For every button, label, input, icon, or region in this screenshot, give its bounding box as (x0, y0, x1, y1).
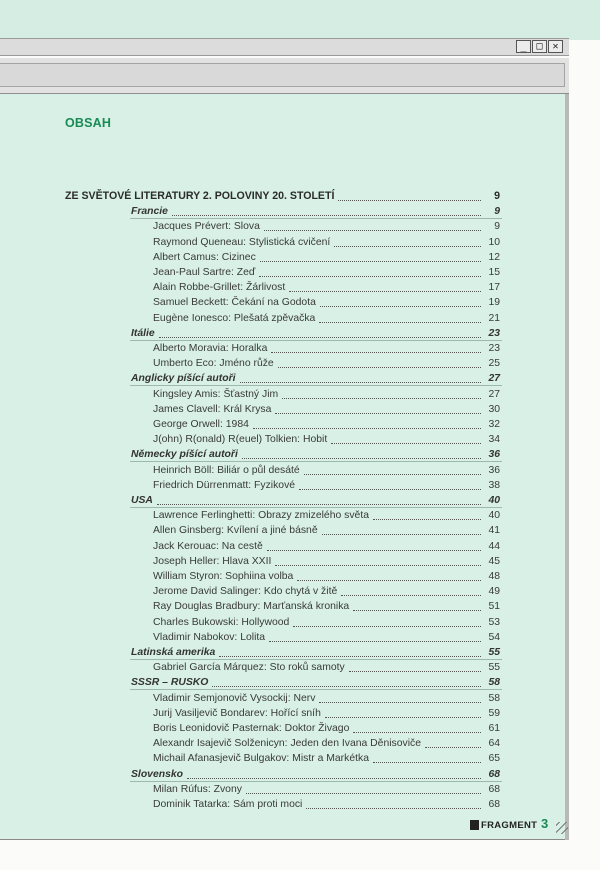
toc-section (131, 766, 500, 781)
toc-entry (153, 553, 500, 568)
toc-entry-page: 54 (488, 631, 500, 643)
dot-leader (322, 526, 481, 535)
toc-entry-title: Albert Camus: Cizinec (153, 251, 256, 263)
dot-leader (353, 724, 481, 733)
toc-entry-page: 65 (488, 753, 500, 765)
toc-entry-page: 36 (488, 449, 500, 461)
toc-entry (153, 598, 500, 613)
toc-entry-title: William Styron: Sophiina volba (153, 571, 294, 582)
dot-leader (325, 709, 481, 718)
dot-leader (159, 329, 481, 338)
toc-entry-page: 40 (488, 495, 500, 506)
toc-entry-title: Vladimir Semjonovič Vysockij: Nerv (153, 692, 316, 704)
dot-leader (278, 359, 481, 368)
toc-entry-page: 32 (488, 419, 500, 430)
toc-entry (153, 416, 500, 431)
toc-entry-page: 48 (488, 571, 500, 582)
dot-leader (425, 739, 481, 748)
dot-leader (306, 800, 481, 809)
toc-entry-title: Vladimir Nabokov: Lolita (153, 631, 266, 643)
toc-entry-page: 38 (488, 479, 500, 491)
dot-leader (299, 481, 481, 490)
toc-entry (153, 340, 500, 355)
toc-entry-page: 51 (488, 601, 500, 613)
dot-leader (246, 785, 481, 794)
toc-entry-title: Samuel Beckett: Čekání na Godota (153, 297, 316, 309)
window-controls (516, 40, 563, 54)
dot-leader (271, 344, 481, 353)
toc-entry-page: 44 (488, 540, 500, 552)
toc-entry-page: 9 (494, 190, 500, 202)
toc-entry-title: J(ohn) R(onald) R(euel) Tolkien: Hobit (153, 434, 328, 446)
toc-entry-page: 17 (488, 282, 500, 294)
toc-section (131, 370, 500, 385)
toc-entry-page: 21 (488, 312, 500, 324)
toc-entry-page: 19 (488, 297, 500, 309)
dot-leader (240, 374, 481, 383)
toc-entry-title: James Clavell: Král Krysa (153, 403, 272, 415)
toc-entry-page: 30 (488, 403, 500, 415)
toc-entry-title: George Orwell: 1984 (153, 419, 249, 430)
dot-leader (187, 770, 481, 779)
toc-section (131, 644, 500, 659)
toc-entry (153, 294, 500, 309)
toc-entry-page: 23 (488, 343, 500, 354)
toc-entry (153, 568, 500, 583)
toc-entry-title: ZE SVĚTOVÉ LITERATURY 2. POLOVINY 20. STOLETÍ (65, 190, 335, 202)
dot-leader (172, 207, 481, 216)
toc-entry-page: 10 (488, 236, 500, 248)
toc-entry-page: 9 (494, 206, 500, 218)
toc-entry-title: Latinská amerika (131, 647, 216, 658)
toc-entry-page: 12 (488, 251, 500, 263)
toc-entry-title: Lawrence Ferlinghetti: Obrazy zmizelého světa (153, 510, 369, 522)
dot-leader (275, 405, 481, 414)
dot-leader (349, 663, 481, 672)
dot-leader (331, 435, 481, 444)
toc-entry (153, 796, 500, 811)
publisher-mark-icon (470, 820, 479, 830)
toc-entry-title: Alain Robbe-Grillet: Žárlivost (153, 282, 286, 294)
page-title: OBSAH (65, 116, 112, 130)
toc-entry-page: 68 (488, 768, 500, 780)
dot-leader (260, 253, 481, 262)
toc-entry-page: 27 (488, 373, 500, 385)
toc-entry-page: 68 (488, 783, 500, 795)
toc-entry (153, 720, 500, 735)
toc-entry (153, 735, 500, 750)
toc-entry (153, 279, 500, 294)
scrollbar[interactable] (565, 94, 569, 840)
maximize-icon[interactable]: □ (532, 40, 547, 53)
toc-entry-title: Anglicky píšící autoři (131, 373, 236, 385)
toc-entry-page: 23 (488, 327, 500, 339)
toc-entry-title: Eugène Ionesco: Plešatá zpěvačka (153, 312, 316, 324)
toc-entry-title: Jurij Vasiljevič Bondarev: Hořící sníh (153, 707, 321, 719)
dot-leader (319, 694, 481, 703)
toc-entry (153, 781, 500, 796)
toc-entry (153, 264, 500, 279)
toc-section (131, 674, 500, 689)
dot-leader (267, 542, 481, 551)
toc-entry (153, 522, 500, 537)
resize-grip-icon[interactable] (556, 822, 568, 834)
dot-leader (320, 298, 481, 307)
toc-part-heading (65, 188, 500, 203)
toc-section (131, 325, 500, 340)
toc-section (131, 203, 500, 218)
toc-entry-page: 34 (488, 434, 500, 446)
toc-entry (153, 538, 500, 553)
toc-entry-page: 41 (488, 525, 500, 537)
toc-entry-title: Alexandr Isajevič Solženicyn: Jeden den Ivana Děnisoviče (153, 738, 422, 750)
toc-entry-page: 9 (494, 221, 500, 233)
dot-leader (259, 268, 481, 277)
dot-leader (282, 390, 481, 399)
window-title-bar (0, 0, 600, 40)
toc-entry-title: Joseph Heller: Hlava XXII (153, 555, 272, 567)
toc-entry-title: Kingsley Amis: Šťastný Jim (153, 388, 279, 400)
dot-leader (212, 678, 481, 687)
dot-leader (304, 466, 481, 475)
close-icon[interactable]: ✕ (548, 40, 563, 53)
toc-entry-page: 55 (488, 662, 500, 674)
toc-entry-page: 61 (488, 723, 500, 734)
toc-entry-title: Jack Kerouac: Na cestě (153, 540, 263, 552)
toolbar (0, 58, 569, 94)
toc-entry-page: 36 (488, 464, 500, 476)
toc-entry (153, 614, 500, 629)
dot-leader (289, 283, 481, 292)
toc-entry-title: Francie (131, 206, 168, 218)
toc-entry-page: 15 (488, 267, 500, 278)
minimize-icon[interactable]: _ (516, 40, 531, 53)
toc-entry-title: Jerome David Salinger: Kdo chytá v žitě (153, 586, 338, 598)
toc-entry (153, 462, 500, 477)
toc-entry (153, 310, 500, 325)
window-caption-strip (0, 38, 569, 56)
toc-entry-title: Michail Afanasjevič Bulgakov: Mistr a Markétka (153, 753, 369, 765)
toc-entry (153, 355, 500, 370)
toc-entry-page: 55 (488, 647, 500, 658)
toc-entry-title: Raymond Queneau: Stylistická cvičení (153, 236, 331, 248)
dot-leader (157, 496, 481, 505)
toc-entry (153, 629, 500, 644)
toc-entry (153, 401, 500, 416)
toc-entry (153, 249, 500, 264)
toc-entry (153, 386, 500, 401)
toc-entry-title: Dominik Tatarka: Sám proti moci (153, 799, 303, 810)
toc-entry-page: 49 (488, 586, 500, 598)
toc-entry (153, 431, 500, 446)
toc-entry (153, 705, 500, 720)
toc-entry-page: 53 (488, 616, 500, 628)
toc-section (131, 446, 500, 461)
toc-entry-title: Jean-Paul Sartre: Zeď (153, 267, 256, 278)
address-field[interactable] (0, 63, 565, 87)
toc-entry (153, 477, 500, 492)
toc-entry (153, 690, 500, 705)
toc-entry-page: 25 (488, 358, 500, 370)
toc-entry-title: USA (131, 495, 153, 506)
publisher-name: FRAGMENT (481, 819, 538, 831)
toc-entry-page: 59 (488, 707, 500, 719)
toc-entry-title: Allen Ginsberg: Kvílení a jiné básně (153, 525, 318, 537)
page-number: 3 (541, 816, 549, 831)
toc-entry-page: 58 (488, 692, 500, 704)
dot-leader (275, 557, 481, 566)
toc-entry (153, 659, 500, 674)
toc-entry-title: Německy píšící autoři (131, 449, 238, 461)
dot-leader (373, 754, 481, 763)
dot-leader (253, 420, 481, 429)
toc-entry (153, 507, 500, 522)
toc-entry-title: Friedrich Dürrenmatt: Fyzikové (153, 479, 296, 491)
toc-entry-page: 58 (488, 677, 500, 689)
toc-entry-title: Itálie (131, 327, 155, 339)
publisher-logo (470, 819, 537, 831)
dot-leader (341, 587, 481, 596)
toc-entry-title: Charles Bukowski: Hollywood (153, 616, 290, 628)
toc-entry-title: Milan Rúfus: Zvony (153, 783, 242, 795)
table-of-contents-page (0, 94, 565, 840)
dot-leader (269, 633, 481, 642)
toc-entry-page: 68 (488, 799, 500, 810)
toc-entry (153, 234, 500, 249)
toc-entry-title: Ray Douglas Bradbury: Marťanská kronika (153, 601, 350, 613)
toc-entry-title: Slovensko (131, 768, 183, 780)
toc-entry-title: SSSR – RUSKO (131, 677, 209, 689)
toc-entry-page: 45 (488, 555, 500, 567)
dot-leader (264, 222, 481, 231)
toc-entry-page: 40 (488, 510, 500, 522)
dot-leader (319, 314, 481, 323)
toc-entry (153, 583, 500, 598)
dot-leader (219, 648, 481, 657)
toc-entry-title: Gabriel García Márquez: Sto roků samoty (153, 662, 345, 674)
toc-entry-title: Umberto Eco: Jméno růže (153, 358, 274, 370)
dot-leader (373, 511, 481, 520)
toc-entry-title: Boris Leonidovič Pasternak: Doktor Živago (153, 723, 350, 734)
toc-entry-page: 27 (488, 388, 500, 400)
toc-entry-title: Jacques Prévert: Slova (153, 221, 260, 233)
toc-entry-page: 64 (488, 738, 500, 750)
toc-entry-title: Heinrich Böll: Biliár o půl desáté (153, 464, 300, 476)
dot-leader (334, 238, 481, 247)
dot-leader (297, 572, 481, 581)
toc-entry-title: Alberto Moravia: Horalka (153, 343, 268, 354)
toc-entry (153, 750, 500, 765)
dot-leader (293, 618, 481, 627)
dot-leader (338, 192, 481, 201)
dot-leader (242, 450, 481, 459)
toc-section (131, 492, 500, 507)
dot-leader (353, 602, 481, 611)
toc-entry (153, 218, 500, 233)
